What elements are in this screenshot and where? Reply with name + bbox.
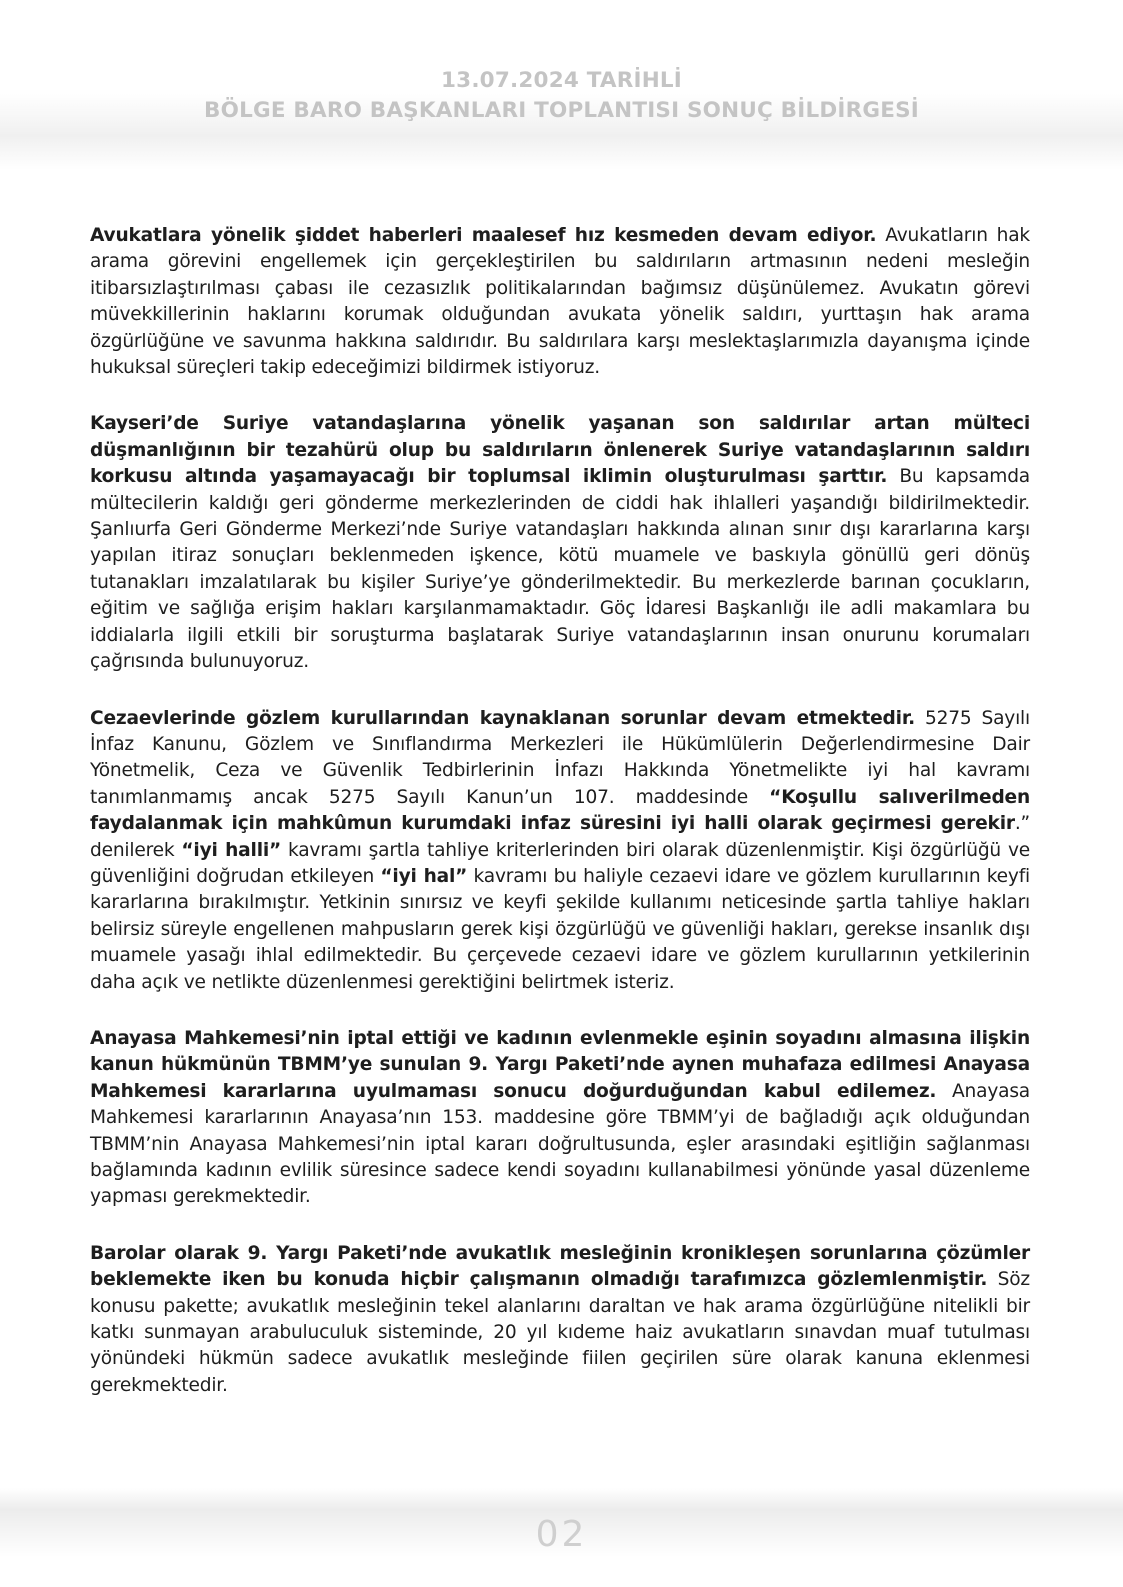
term-iyi-hal: “iyi hal” xyxy=(380,865,468,887)
law-quote: “Koşullu salıverilmeden faydalanmak için mahkûmun kurumdaki infaz süresini iyi halli olarak geçirmesi gerekir xyxy=(90,786,1031,835)
paragraph-body: kavramı bu haliyle cezaevi idare ve gözlem kurullarının keyfi kararlarına bırakılmıştır. Yetkinin sınırsız ve keyfi şekilde kullanımı neticesinde şartla tahliye hakları belirsiz süreyle engellenen mahpusların gerek kişi özgürlüğü ve güvenliği hakları, gerekse insanlık dışı muamele yasağı ihlal edilmektedir. Bu çerçevede cezaevi idare ve gözlem kurullarının yetkilerinin daha açık ve netlikte düzenlenmesi gerektiğini belirtmek isteriz. xyxy=(90,865,1031,993)
paragraph-body: Bu kapsamda mültecilerin kaldığı geri gönderme merkezlerinden de ciddi hak ihlalleri yaşandığı bildirilmektedir. Şanlıurfa Geri Gönderme Merkezi’nde Suriye vatandaşları hakkında alınan sınır dışı kararlarına karşı yapılan itiraz sonuçları beklenmeden işkence, kötü muamele ve baskıyla gönüllü geri dönüş tutanakları imzalatılarak bu kişiler Suriye’ye gönderilmektedir. Bu merkezlerde barınan çocukların, eğitim ve sağlığa erişim hakları karşılanmamaktadır. Göç İdaresi Başkanlığı ile adli makamlara bu iddialarla ilgili etkili bir soruşturma başlatarak Suriye vatandaşlarının insan onurunu korumaları çağrısında bulunuyoruz. xyxy=(90,466,1030,673)
paragraph-surname xyxy=(90,1026,1030,1211)
paragraph-refugees xyxy=(90,411,1030,675)
paragraph-judicial-package xyxy=(90,1241,1030,1399)
document-body xyxy=(90,223,1030,1429)
paragraph-body: 5275 Sayılı İnfaz Kanunu, Gözlem ve Sınıflandırma Merkezleri ile Hükümlülerin Değerlendirmesine Dair Yönetmelik, Ceza ve Güvenlik Tedbirlerinin İnfazı Hakkında Yönetmelikte iyi hal kavramı tanımlanmamış ancak 5275 Sayılı Kanun’un 107. maddesinde xyxy=(90,707,1030,808)
paragraph-lead: Avukatlara yönelik şiddet haberleri maalesef hız kesmeden devam ediyor. xyxy=(90,225,877,246)
page-number: 02 xyxy=(535,1514,588,1555)
paragraph-body: .” denilerek xyxy=(90,813,1030,861)
paragraph-body: kavramı şartla tahliye kriterlerinden biri olarak düzenlenmiştir. Kişi özgürlüğü ve güvenliğini doğrudan etkileyen xyxy=(90,839,1030,887)
paragraph-body: Avukatların hak arama görevini engellemek için gerçekleştirilen bu saldırıların artmasının nedeni mesleğin itibarsızlaştırılması çabası ile cezasızlık politikalarından bağımsız düşünülemez. Avukatın görevi müvekkillerinin haklarını korumak olduğundan avukata yönelik saldırı, yurttaşın hak arama özgürlüğüne ve savunma hakkına saldırıdır. Bu saldırılara karşı meslektaşlarımızla dayanışma içinde hukuksal süreçleri takip edeceğimizi bildirmek istiyoruz. xyxy=(90,225,1031,379)
paragraph-lead: Kayseri’de Suriye vatandaşlarına yönelik yaşanan son saldırılar artan mülteci düşmanlığının bir tezahürü olup bu saldırıların önlenerek Suriye vatandaşlarının saldırı korkusu altında yaşamayacağı bir toplumsal iklimin oluşturulması şarttır. xyxy=(90,413,1030,488)
paragraph-prison-boards xyxy=(90,706,1030,996)
document-header xyxy=(0,66,1123,126)
paragraph-lawyer-violence xyxy=(90,223,1030,381)
paragraph-lead: Cezaevlerinde gözlem kurullarından kaynaklanan sorunlar devam etmektedir. xyxy=(90,707,916,729)
term-iyi-halli: “iyi halli” xyxy=(181,839,282,861)
paragraph-lead: Barolar olarak 9. Yargı Paketi’nde avukatlık mesleğinin kronikleşen sorunlarına çözümler beklemekte iken bu konuda hiçbir çalışmanın olmadığı tarafımızca gözlemlenmiştir. xyxy=(90,1242,1030,1291)
header-date-line: 13.07.2024 TARİHLİ xyxy=(441,68,682,93)
paragraph-body: Anayasa Mahkemesi kararlarının Anayasa’nın 153. maddesine göre TBMM’yi de bağladığı açık olduğundan TBMM’nin Anayasa Mahkemesi’nin iptal kararı doğrultusunda, eşler arasındaki eşitliğin sağlanması bağlamında kadının evlilik süresince sadece kendi soyadını kullanabilmesi yönünde yasal düzenleme yapması gerekmektedir. xyxy=(90,1080,1030,1208)
paragraph-body: Söz konusu pakette; avukatlık mesleğinin tekel alanlarını daraltan ve hak arama özgürlüğüne nitelikli bir katkı sunmayan arabuluculuk sisteminde, 20 yıl kıdeme haiz avukatların sınavdan muaf tutulması yönündeki hükmün sadece avukatlık mesleğinde fiilen geçirilen süre olarak kanuna eklenmesi gerekmektedir. xyxy=(90,1269,1030,1396)
paragraph-lead: Anayasa Mahkemesi’nin iptal ettiği ve kadının evlenmekle eşinin soyadını almasına ilişkin kanun hükmünün TBMM’ye sunulan 9. Yargı Paketi’nde aynen muhafaza edilmesi Anayasa Mahkemesi kararlarına uyulmaması sonucu doğurduğundan kabul edilemez. xyxy=(90,1027,1030,1102)
header-title-line: BÖLGE BARO BAŞKANLARI TOPLANTISI SONUÇ BİLDİRGESİ xyxy=(204,98,919,123)
